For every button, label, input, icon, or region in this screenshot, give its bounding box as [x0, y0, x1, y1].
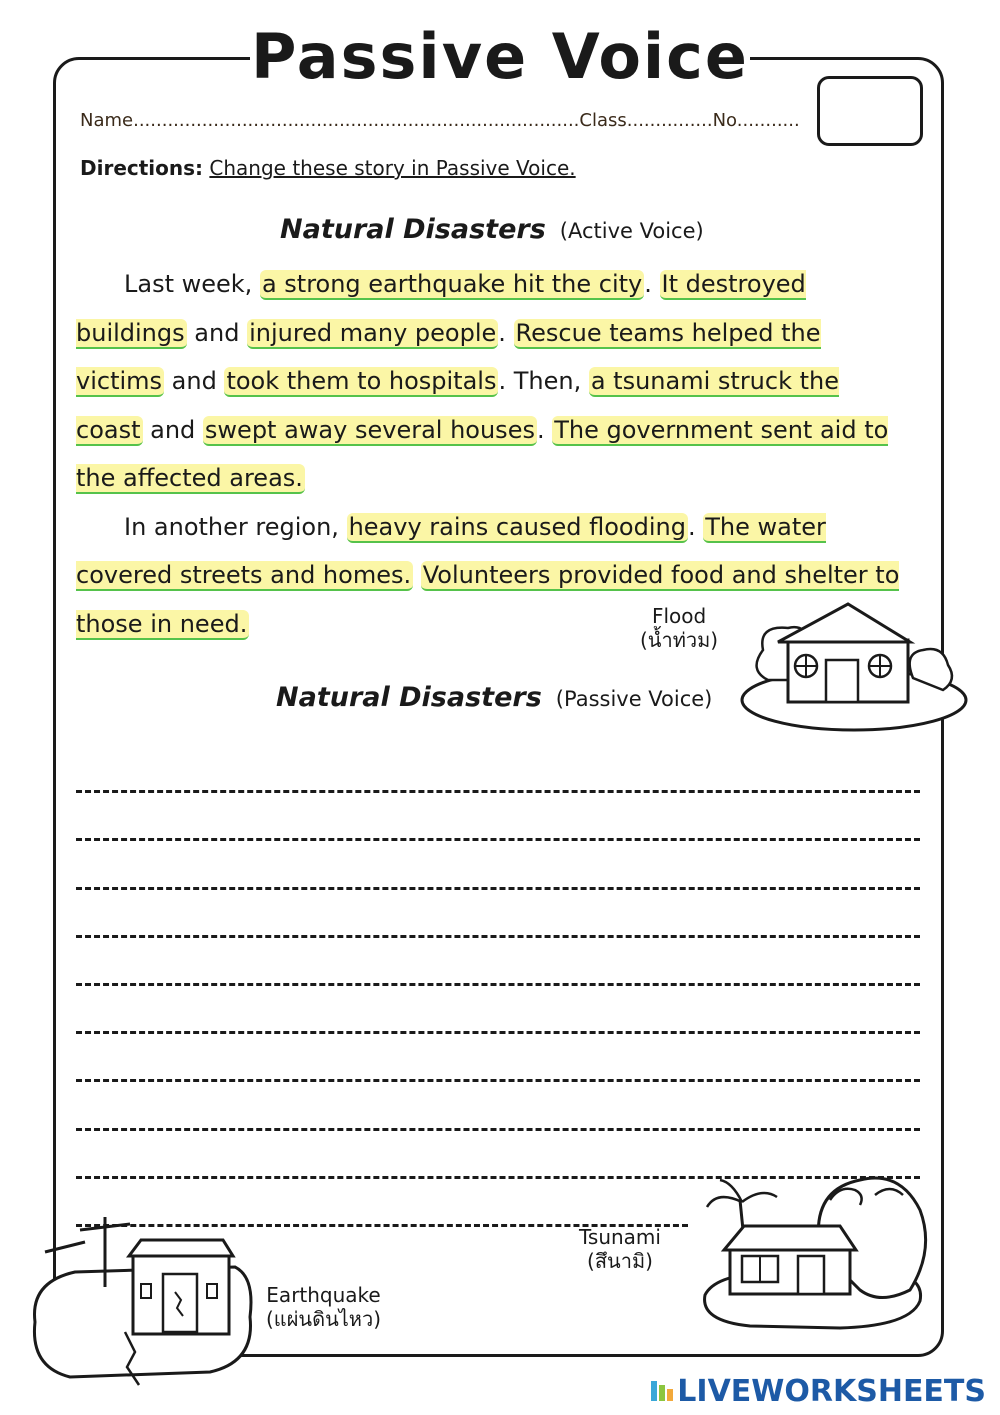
passive-heading [276, 682, 712, 713]
directions-label: Directions: [80, 156, 204, 180]
story-text: . [687, 512, 704, 541]
liveworksheets-logo [651, 1374, 986, 1409]
story-text: and [186, 318, 248, 347]
no-field[interactable]: ........... [736, 110, 800, 131]
answer-line[interactable] [76, 841, 920, 889]
story-text: . [644, 270, 660, 298]
earthquake-label [266, 1283, 381, 1331]
answer-line[interactable] [76, 1082, 920, 1130]
flood-label [640, 604, 718, 652]
highlighted-phrase: swept away several houses [204, 415, 535, 444]
story-text [413, 561, 421, 589]
active-heading [280, 214, 704, 245]
no-label: No [712, 110, 737, 131]
highlighted-phrase: The water covered streets and homes. [76, 512, 826, 589]
answer-line[interactable] [76, 1034, 920, 1082]
story-text: and [164, 367, 225, 395]
page-title: Passive Voice [250, 14, 750, 104]
story-text: and [142, 415, 203, 444]
answer-lines [76, 745, 920, 1227]
passive-subtitle: (Passive Voice) [555, 687, 713, 711]
passive-title: Natural Disasters [276, 682, 542, 713]
answer-line[interactable] [76, 793, 920, 841]
flood-house-illustration [738, 600, 970, 735]
student-info-line [80, 110, 800, 131]
name-field[interactable]: .............................................................................. [133, 110, 580, 131]
answer-line[interactable] [76, 890, 920, 938]
highlighted-phrase: The government sent aid to the affected areas. [76, 415, 889, 492]
highlighted-phrase: It destroyed buildings [76, 270, 806, 347]
answer-line[interactable] [76, 745, 920, 793]
flood-label-th: (น้ำท่วม) [640, 628, 719, 652]
highlighted-phrase: Volunteers provided food and shelter to those in need. [76, 561, 900, 638]
earthquake-label-en: Earthquake [266, 1283, 381, 1307]
highlighted-phrase: injured many people [249, 318, 497, 347]
active-subtitle: (Active Voice) [559, 219, 704, 243]
active-story [76, 260, 906, 648]
answer-line[interactable] [76, 938, 920, 986]
logo-text: LIVEWORKSHEETS [677, 1374, 986, 1409]
highlighted-phrase: Rescue teams helped the victims [76, 318, 821, 395]
tsunami-house-illustration [700, 1170, 935, 1330]
story-text: . Then, [498, 367, 589, 395]
logo-icon [651, 1376, 673, 1400]
highlighted-phrase: took them to hospitals [226, 367, 497, 395]
highlighted-phrase: a strong earthquake hit the city [261, 270, 643, 298]
story-text: . [536, 415, 553, 444]
story-text: Last week, [124, 270, 260, 298]
highlighted-phrase: a tsunami struck the coast [76, 367, 839, 444]
tsunami-label [579, 1225, 661, 1273]
story-text: In another region, [124, 512, 347, 541]
earthquake-label-th: (แผ่นดินไหว) [266, 1307, 382, 1331]
highlighted-phrase: heavy rains caused flooding [348, 512, 686, 541]
score-box[interactable] [817, 76, 923, 146]
directions [80, 156, 576, 180]
active-title: Natural Disasters [280, 214, 546, 245]
directions-text: Change these story in Passive Voice. [209, 156, 576, 180]
answer-line[interactable] [76, 986, 920, 1034]
story-text: . [498, 318, 514, 347]
class-field[interactable]: ............... [626, 110, 713, 131]
name-label: Name [80, 110, 134, 131]
flood-label-en: Flood [651, 604, 707, 628]
earthquake-house-illustration [25, 1212, 255, 1387]
class-label: Class [579, 110, 627, 131]
story-paragraph-1 [76, 260, 906, 503]
tsunami-label-en: Tsunami [579, 1225, 661, 1249]
tsunami-label-th: (สึนามิ) [587, 1249, 653, 1273]
